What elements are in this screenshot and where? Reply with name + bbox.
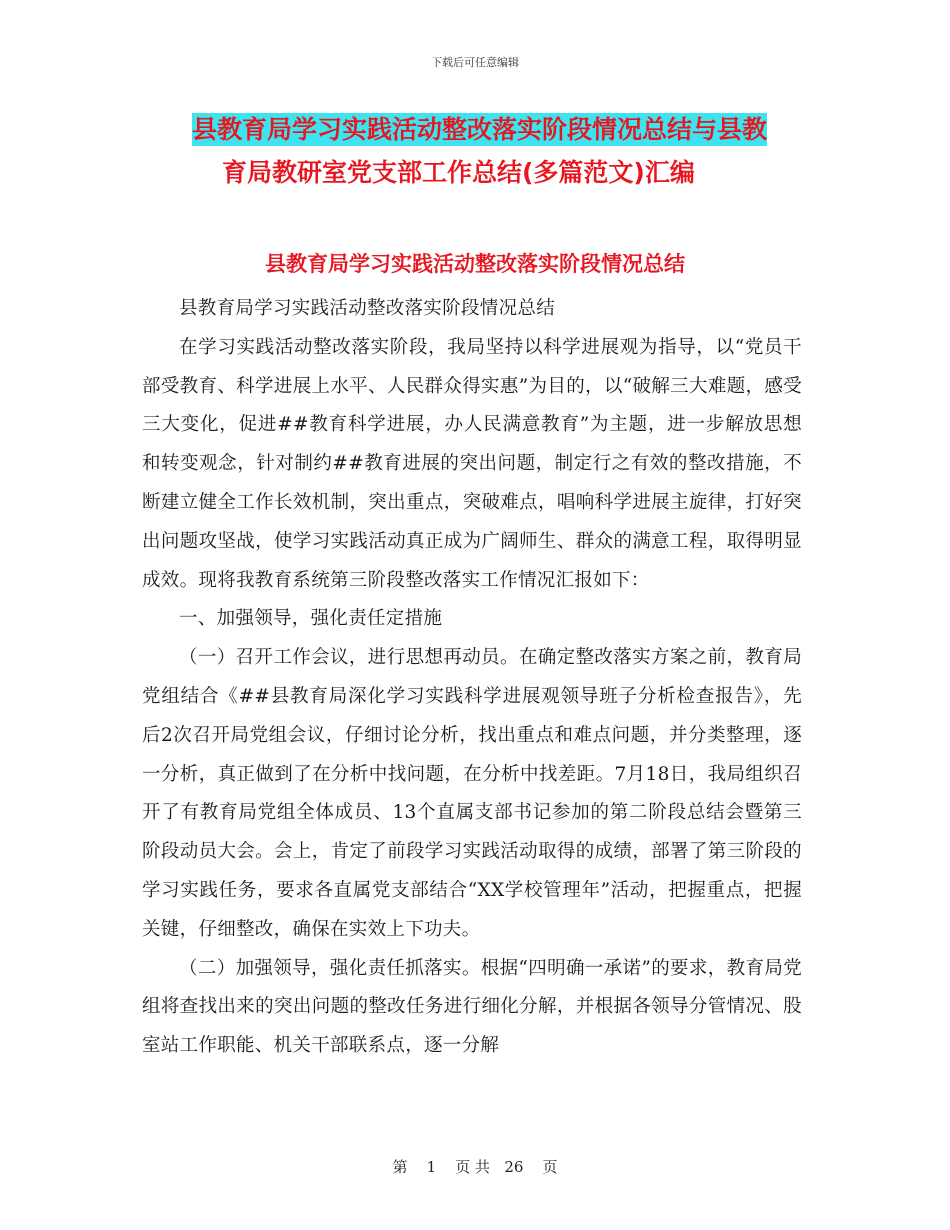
- paragraph-subtitle: 县教育局学习实践活动整改落实阶段情况总结: [179, 298, 556, 319]
- page-label-prefix: 第: [392, 1158, 408, 1176]
- document-body: [142, 290, 802, 1066]
- paragraph-item-2: （二）加强领导，强化责任抓落实。根据“四明确一承诺”的要求，教育局党组将查找出来的突出问题的整改任务进行细化分解，并根据各领导分管情况、股室站工作职能、机关干部联系点，逐一分解: [142, 957, 802, 1057]
- paragraph-heading-1: 一、加强领导，强化责任定措施: [179, 608, 443, 630]
- page-current: 1: [426, 1158, 437, 1176]
- header-note: 下载后可任意编辑: [431, 56, 519, 69]
- page-label-suffix: 页: [542, 1158, 558, 1176]
- page-number-footer: [0, 1156, 950, 1177]
- document-main-title: [192, 108, 832, 194]
- paragraph-intro: 在学习实践活动整改落实阶段，我局坚持以科学进展观为指导，以“党员干部受教育、科学进展上水平、人民群众得实惠”为目的，以“破解三大难题，感受三大变化，促进##教育科学进展，办人民满意教育”为主题，进一步解放思想和转变观念，针对制约##教育进展的突出问题，制定行之有效的整改措施，不断建立健全工作长效机制，突出重点，突破难点，唱响科学进展主旋律，打好突出问题攻坚战，使学习实践活动真正成为广阔师生、群众的满意工程，取得明显成效。现将我教育系统第三阶段整改落实工作情况汇报如下：: [142, 336, 802, 591]
- section-title: 县教育局学习实践活动整改落实阶段情况总结: [265, 252, 685, 276]
- main-title-line-1: 县教育局学习实践活动整改落实阶段情况总结与县教: [192, 115, 768, 144]
- page-total: 26: [504, 1158, 524, 1176]
- page-label-middle: 页 共: [455, 1158, 490, 1176]
- paragraph-item-1: （一）召开工作会议，进行思想再动员。在确定整改落实方案之前，教育局党组结合《##县教育局深化学习实践科学进展观领导班子分析检查报告》，先后2次召开局党组会议，仔细讨论分析，找出重点和难点问题，并分类整理，逐一分析，真正做到了在分析中找问题，在分析中找差距。7月18日，我局组织召开了有教育局党组全体成员、13个直属支部书记参加的第二阶段总结会暨第三阶段动员大会。会上，肯定了前段学习实践活动取得的成绩，部署了第三阶段的学习实践任务，要求各直属党支部结合“XX学校管理年”活动，把握重点，把握关键，仔细整改，确保在实效上下功夫。: [142, 647, 802, 940]
- main-title-line-2: 育局教研室党支部工作总结(多篇范文)汇编: [222, 158, 695, 187]
